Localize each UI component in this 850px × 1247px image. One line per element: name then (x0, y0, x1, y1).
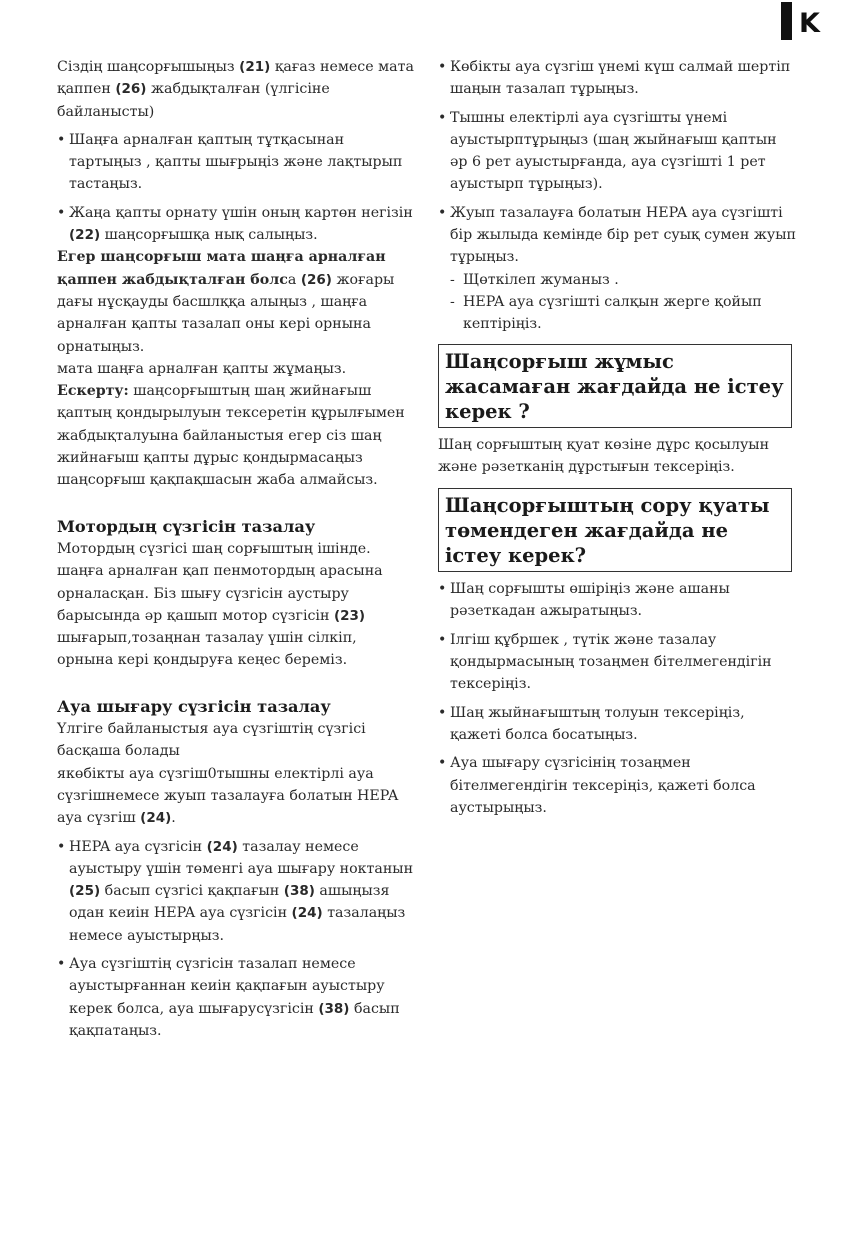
list-item: • HEPA ауа сүзгісін (24) тазалау немесе ауыстыру үшін төменгі ауа шығару ноктанын (25) басып сүзгісі қақпағын (38) ашыңызя одан кеиін HEPA ауа сүзгісін (24) тазалаңыз немесе ауыстырңыз. (57, 836, 417, 947)
ref-number: (24) (206, 838, 238, 855)
language-tab-bar (781, 2, 792, 40)
cloth-bag-note: Егер шаңсорғыш мата шаңға арналған қаппен жабдықталған болса (26) жоғары дағы нұсқауды басшлққа алыңыз , шаңға арналған қапты тазалап оны кері орнына орнатыңыз. (57, 249, 395, 355)
troubleshoot-box-not-working (438, 344, 792, 428)
list-item: - Щөткілеп жуманыз . (450, 269, 798, 291)
bag-instructions-list (57, 129, 417, 246)
list-item: • Көбікты ауа сүзгіш үнемі күш салмай шертіп шаңын тазалап тұрыңыз. (438, 56, 798, 101)
ref-number: (38) (318, 1000, 350, 1017)
list-item: • Шаңға арналған қаптың тұтқасынан тартыңыз , қапты шығрыңіз және лақтырып тастаңыз. (57, 129, 417, 196)
exhaust-filter-text: Үлгіге байланыстыя ауа сүзгіштің сүзгісі басқаша болады якөбікты ауа сүзгіш0тышны електірлі ауа сүзгішнемесе жуып тазалауға болатын HEPA ауа сүзгіш (24). (57, 721, 399, 827)
list-item: • Ауа сүзгіштің сүзгісін тазалап немесе ауыстырғаннан кеиін қақпағын ауыстыру керек болса, ауа шығарусүзгісін (38) басып қақпатаңыз. (57, 953, 417, 1042)
exhaust-filter-heading: Ауа шығару сүзгісін тазалау (57, 696, 331, 716)
troubleshoot-box-low-suction (438, 488, 792, 572)
wash-steps-list (450, 269, 798, 336)
left-column (57, 56, 417, 1042)
motor-filter-text: Мотордың сүзгісі шаң сорғыштың ішінде. шаңға арналған қап пенмотордың арасына орналасқан. Біз шығу сүзгісін аустыру барысында әр қашып мотор сүзгісін (23) шығарып,тозаңнан тазалау үшін сілкіп, орнына кері қондыруға кеңес береміз. (57, 540, 383, 669)
language-marker: K (799, 8, 820, 39)
ref-number: (26) (300, 271, 332, 288)
not-working-text: Шаң сорғыштың қуат көзіне дұрс қосылуын және рәзетканің дұрстығын тексеріңіз. (438, 436, 770, 475)
list-item: • Шаң сорғышты өшіріңіз және ашаны рәзеткадан ажыратыңыз. (438, 578, 798, 623)
ref-number: (24) (291, 905, 323, 922)
motor-filter-heading: Мотордың сүзгісін тазалау (57, 516, 316, 536)
ref-number: (23) (333, 607, 366, 624)
ref-number: (22) (69, 227, 101, 244)
list-item: • Жаңа қапты орнату үшін оның картөн негізін (22) шаңсорғышқа нық салыңыз. (57, 202, 417, 247)
bag-intro: Сіздің шаңсорғышыңыз (21) қағаз немесе мата қаппен (26) жабдықталған (үлгісіне байланысты) (57, 59, 414, 120)
exhaust-instructions-list (57, 836, 417, 1043)
ref-number: (24) (140, 810, 172, 827)
right-column (438, 56, 798, 819)
ref-number: (21) (239, 59, 271, 75)
close-bag-line: мата шаңға арналған қапты жұмаңыз. (57, 360, 347, 377)
low-suction-list (438, 578, 798, 819)
list-item: • Ілгіш құбршек , түтік және тазалау қондырмасының тозаңмен бітелмегендігін тексеріңіз. (438, 629, 798, 696)
warning-note: Ескерту: шаңсорғыштың шаң жийнағыш қаптың қондырылуын тексеретін құрылғымен жабдықталуына байланыстыя егер сіз шаң жийнағыш қапты дұрыс қондырмасаңыз шаңсорғыш қақпақшасын жаба алмайсыз. (57, 383, 405, 489)
list-item: - HEPA ауа сүзгішті салқын жерге қойып кептіріңіз. (450, 291, 798, 336)
list-item: • Жуып тазалауға болатын HEPA ауа сүзгішті бір жылыда кемінде бір рет суық сумен жуып тұрыңыз. - Щөткілеп жуманыз . - HEPA ауа сүзгішті салқын жерге қойып кептіріңіз. (438, 202, 798, 336)
box-title: Шаңсорғыш жұмыс жасамаған жағдайда не істеу керек ? (445, 349, 784, 423)
language-tab (781, 2, 850, 42)
warning-label: Ескерту: (57, 383, 129, 400)
box-title: Шаңсорғыштың сору қуаты төмендеген жағдайда не істеу керек? (445, 494, 770, 568)
list-item: • Шаң жыйнағыштың толуын тексеріңіз, қажеті болса босатыңыз. (438, 702, 798, 747)
ref-number: (26) (115, 81, 147, 98)
list-item: • Тышны електірлі ауа сүзгішты үнемі ауыстырптұрыңыз (шаң жыйнағыш қаптын әр 6 рет ауыстырғанда, ауа сүзгішті 1 рет ауыстырп тұрыңыз). (438, 107, 798, 196)
list-item: • Ауа шығару сүзгісінің тозаңмен бітелмегендігін тексеріңіз, қажеті болса аустырыңыз. (438, 752, 798, 819)
filter-care-list (438, 56, 798, 336)
ref-number: (25) (69, 883, 101, 900)
ref-number: (38) (283, 883, 315, 900)
